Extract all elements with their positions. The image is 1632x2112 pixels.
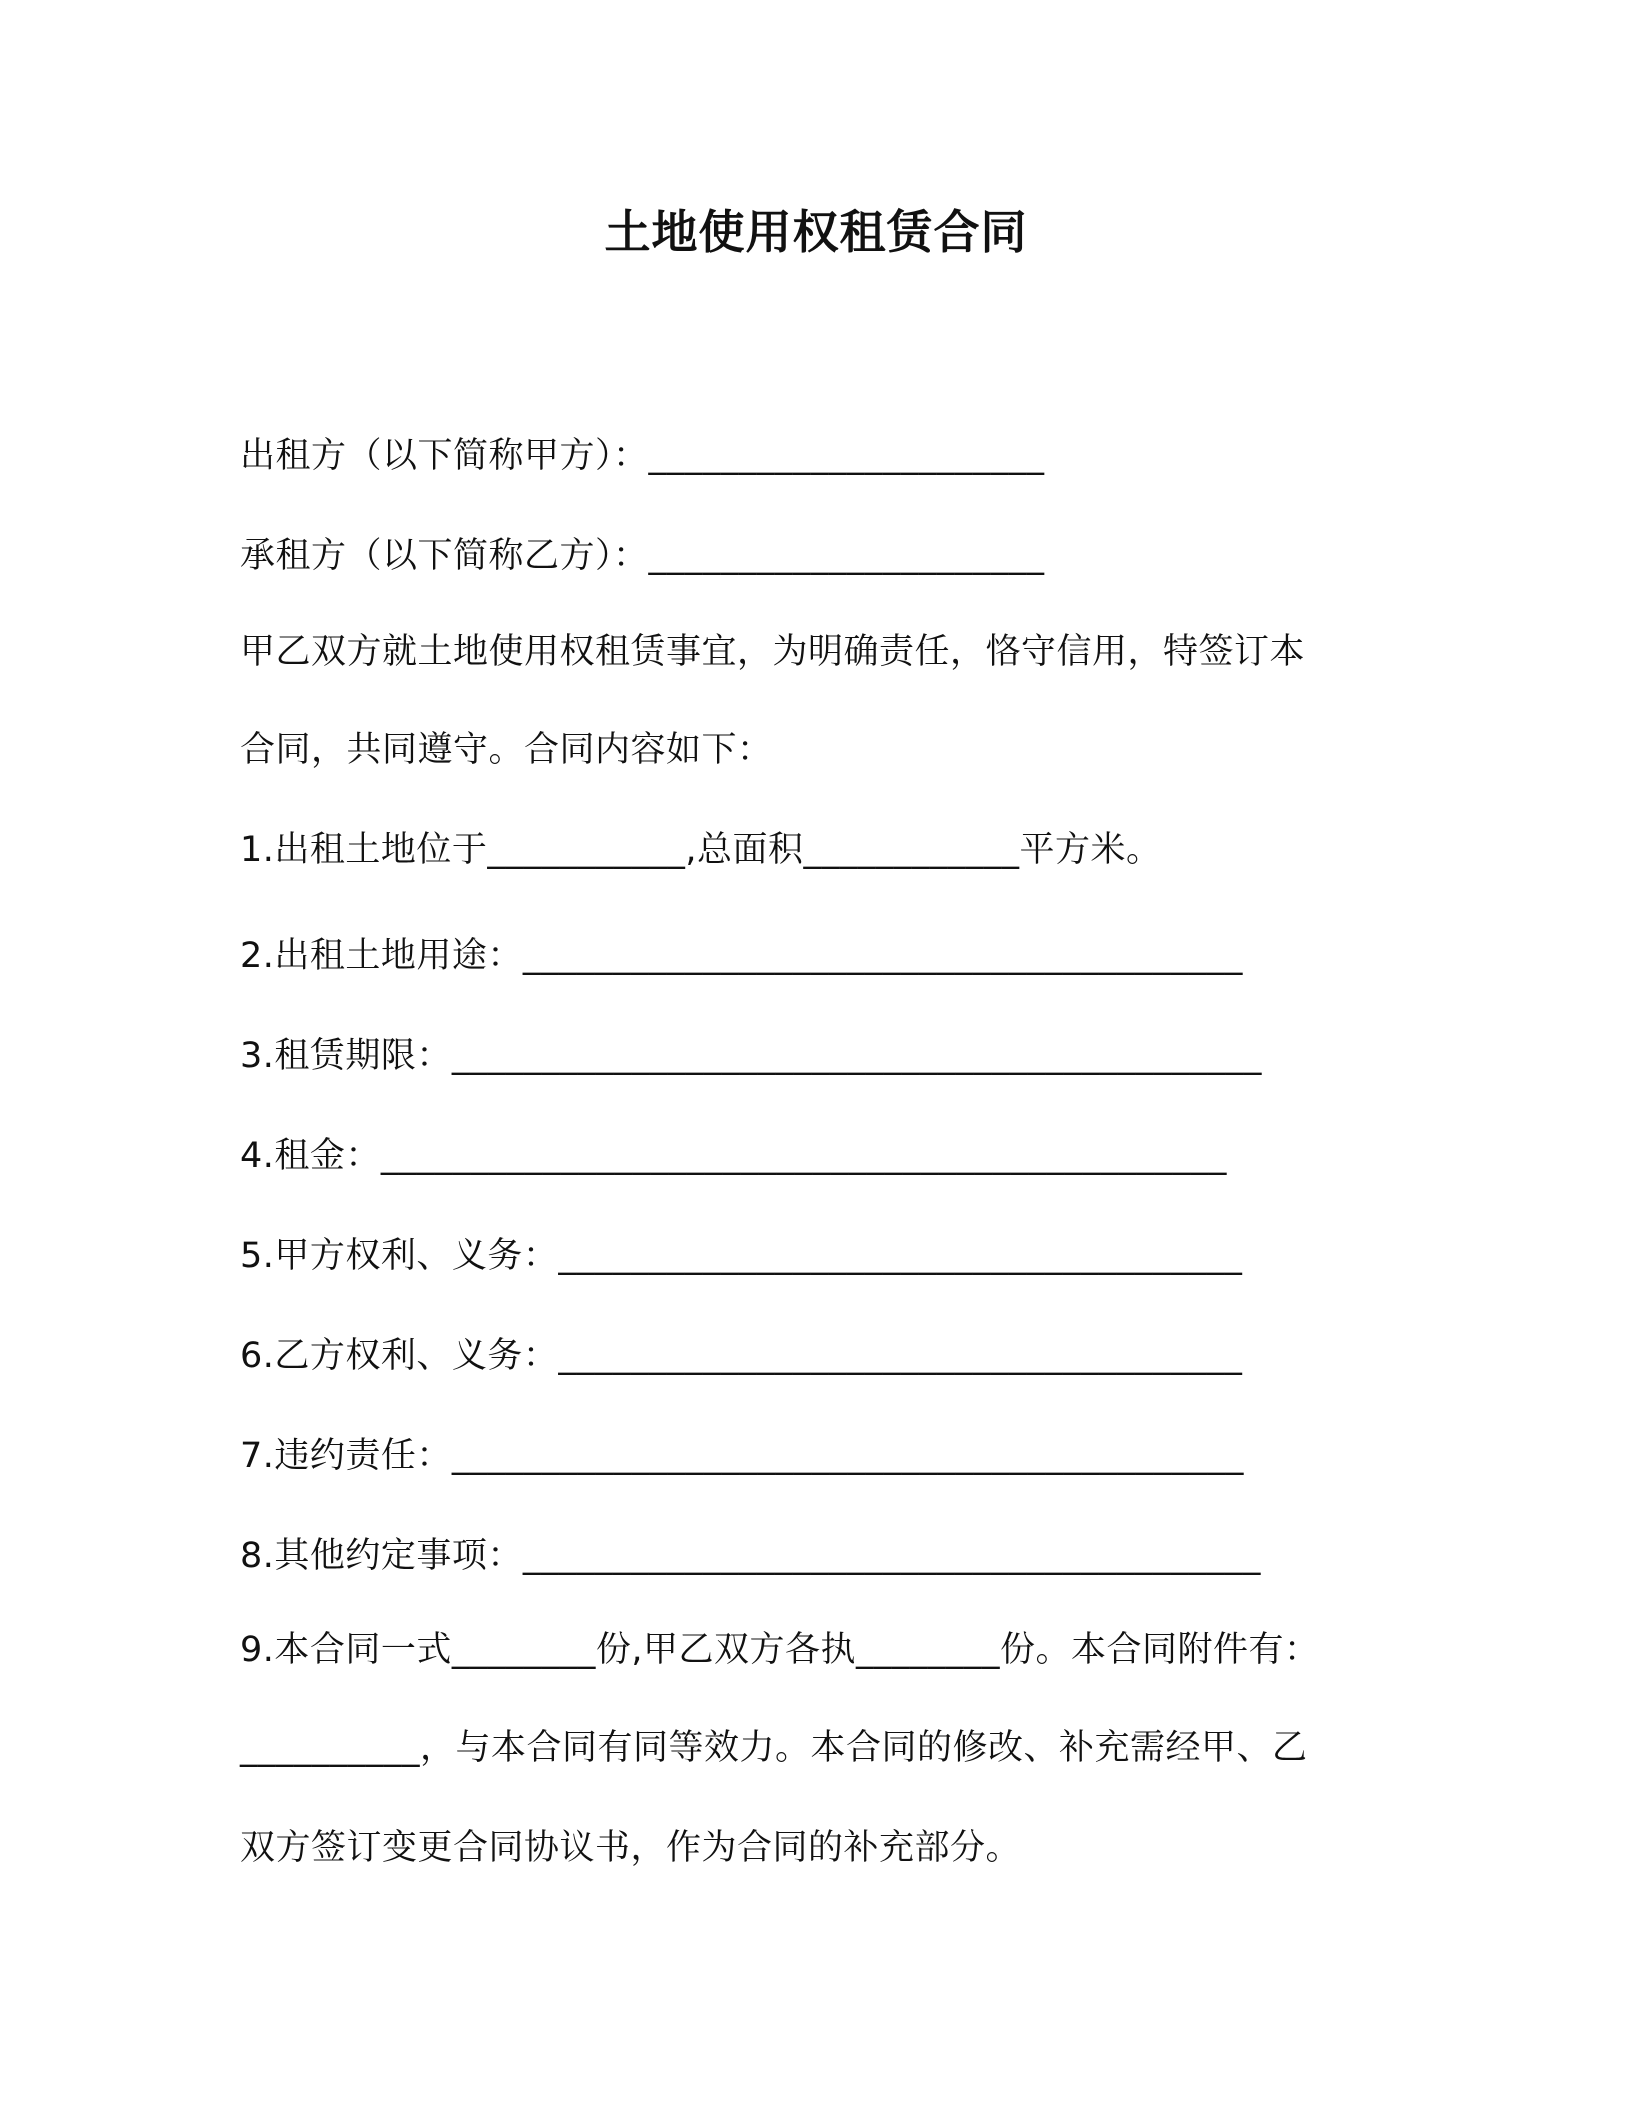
clause-9-copies-line-2: __________，与本合同有同等效力。本合同的修改、补充需经甲、乙 <box>240 1728 1308 1768</box>
clause-4-rent: 4.租金：_______________________________________________ <box>240 1136 1227 1176</box>
preamble-line-2: 合同，共同遵守。合同内容如下： <box>240 730 773 770</box>
lessee-line: 承租方（以下简称乙方）：______________________ <box>240 536 1045 576</box>
clause-8-other-matters: 8.其他约定事项：_________________________________________ <box>240 1536 1261 1576</box>
preamble-line-1: 甲乙双方就土地使用权租赁事宜，为明确责任，恪守信用，特签订本 <box>240 632 1306 672</box>
document-title: 土地使用权租赁合同 <box>604 205 1028 259</box>
clause-6-party-b-rights: 6.乙方权利、义务：______________________________________ <box>240 1336 1243 1376</box>
clause-9-copies-line-3: 双方签订变更合同协议书，作为合同的补充部分。 <box>240 1828 1022 1868</box>
clause-5-party-a-rights: 5.甲方权利、义务：______________________________________ <box>240 1236 1243 1276</box>
clause-1-location-area: 1.出租土地位于___________,总面积____________平方米。 <box>240 830 1162 870</box>
clause-7-breach-liability: 7.违约责任：____________________________________________ <box>240 1436 1244 1476</box>
clause-2-land-use: 2.出租土地用途：________________________________________ <box>240 936 1243 976</box>
clause-3-lease-term: 3.租赁期限：_____________________________________________ <box>240 1036 1262 1076</box>
clause-9-copies-line-1: 9.本合同一式________份,甲乙双方各执________份。本合同附件有： <box>240 1630 1320 1670</box>
lessor-line: 出租方（以下简称甲方）：______________________ <box>240 436 1045 476</box>
